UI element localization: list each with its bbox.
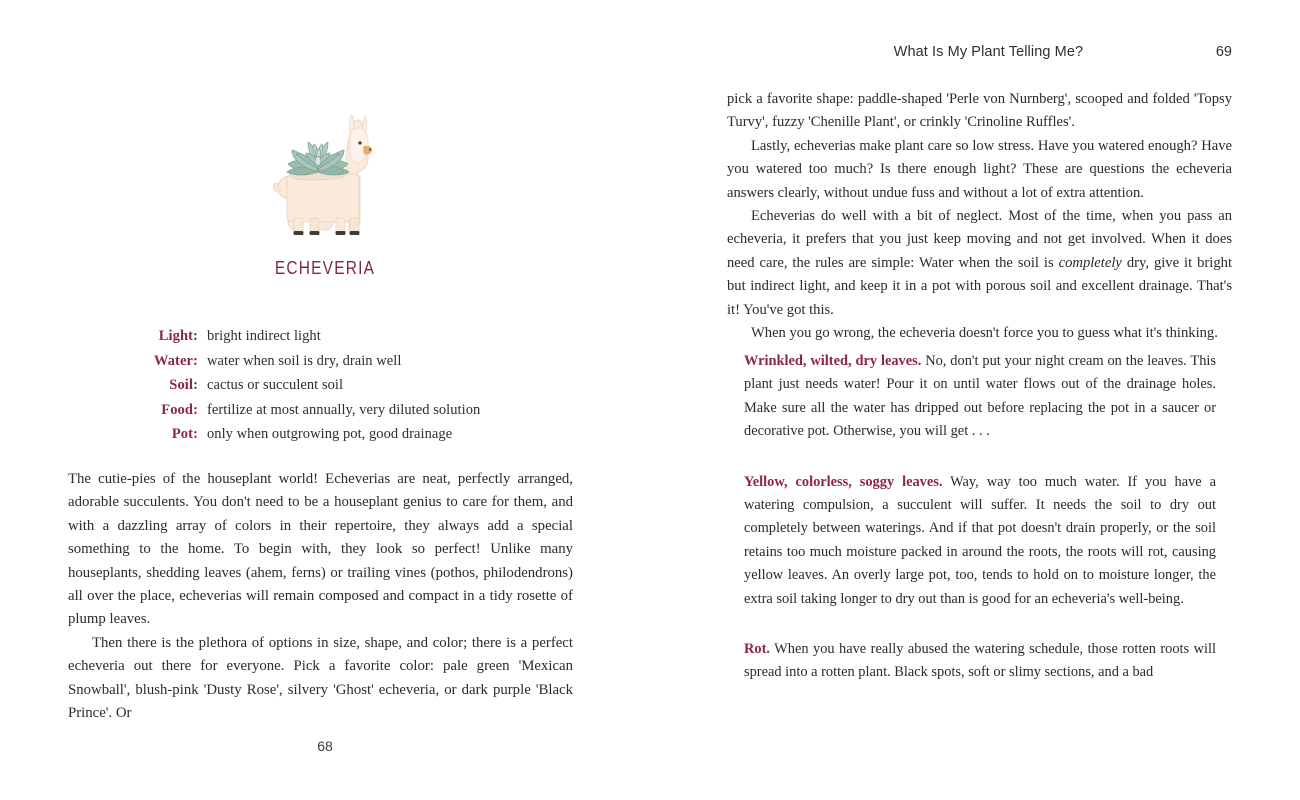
paragraph: Then there is the plethora of options in size, shape, and color; there is a perfect echeveria out there for everyone. Pick a favorite color: pale green 'Mexican Snowball', blush-pink 'Dusty Rose', silvery 'Ghost' echeveria, or dark purple 'Black Prince'. Or [68,634,573,722]
care-label-food: Food: [161,401,198,418]
emphasis-completely: completely [1058,254,1122,271]
running-head-title: What Is My Plant Telling Me? [893,44,1084,60]
symptom-text: No, don't put your night cream on the leaves. This plant just needs water! Pour it on until water flows out of the drainage holes. Make sure all the water has dripped out before replacing the pot in a saucer or decorative pot. Otherwise, you will get . . . [744,353,1217,440]
running-head [727,44,1232,60]
care-value-soil: cactus or succulent soil [207,377,344,393]
paragraph-tail-text: dry, give it bright but indirect light, and keep it in a pot with porous soil and excellent drainage. That's it! You've got this. [727,254,1232,318]
folio-right: 69 [1215,44,1232,60]
care-row-pot [0,426,650,443]
paragraph: pick a favorite shape: paddle-shaped 'Perle von Nurnberg', scooped and folded 'Topsy Turvy', fuzzy 'Chenille Plant', or crinkly 'Crinoline Ruffles'. [727,91,1232,131]
plant-illustration-container [0,108,650,251]
symptom-lead: Rot. [744,641,770,658]
right-column-body [727,88,1232,345]
care-row-food [0,402,650,419]
symptom-list [744,350,1216,685]
paragraph-lead-text: Echeverias do well with a bit of neglect. Most of the time, when you pass an echeveria, it prefers that you just keep moving and not get involved. When it does need care, the rules are simple: Water when the soil is [727,208,1232,271]
paragraph: When you go wrong, the echeveria doesn't force you to guess what it's thinking. [751,325,1218,342]
folio-left: 68 [317,738,333,754]
care-row-water [0,353,650,370]
care-row-soil [0,377,650,394]
right-page [650,0,1300,800]
symptom-lead: Wrinkled, wilted, dry leaves. [744,353,922,369]
care-value-food: fertilize at most annually, very diluted solution [207,401,481,418]
care-row-light [0,328,650,345]
symptom-entry [744,350,1216,444]
llama-planter-with-echeveria-icon [250,108,400,246]
care-label-pot: Pot: [171,426,198,442]
care-label-soil: Soil: [169,377,198,393]
symptom-lead: Yellow, colorless, soggy leaves. [744,473,943,490]
care-label-water: Water: [153,352,198,369]
symptom-text: Way, way too much water. If you have a watering compulsion, a succulent will suffer. It needs the soil to dry out completely between waterings. And if that pot doesn't drain properly, or the soil retains too much moisture packed in around the roots, the roots will rot, causing yellow leaves. An overly large pot, too, tends to hold on to moisture longer, the extra soil taking longer to dry out than is good for an echeveria's well-being. [744,473,1216,607]
page-title: echeveria [274,252,376,280]
left-column-body [68,468,573,725]
care-value-water: water when soil is dry, drain well [207,352,402,369]
care-value-light: bright indirect light [207,328,321,344]
paragraph: The cutie-pies of the houseplant world! Echeverias are neat, perfectly arranged, adorable succulents. You don't need to be a houseplant genius to care for them, and with a dazzling array of colors in their repertoire, they always add a special something to the home. To begin with, they look so perfect! Unlike many houseplants, shedding leaves (ahem, ferns) or trailing vines (pothos, philodendrons) all over the place, echeverias will remain composed and compact in a tidy rosette of plump leaves. [68,471,573,628]
paragraph: Lastly, echeverias make plant care so low stress. Have you watered enough? Have you watered too much? Is there enough light? These are questions the echeveria answers clearly, without undue fuss and without a lot of extra attention. [727,137,1232,201]
care-info-list [0,328,650,451]
symptom-text: When you have really abused the watering schedule, those rotten roots will spread into a rotten plant. Black spots, soft or slimy sections, and a bad [744,641,1216,681]
symptom-entry [744,638,1216,685]
symptom-entry [744,471,1216,611]
care-value-pot: only when outgrowing pot, good drainage [207,426,453,442]
care-label-light: Light: [158,328,198,344]
paragraph [727,205,1232,322]
